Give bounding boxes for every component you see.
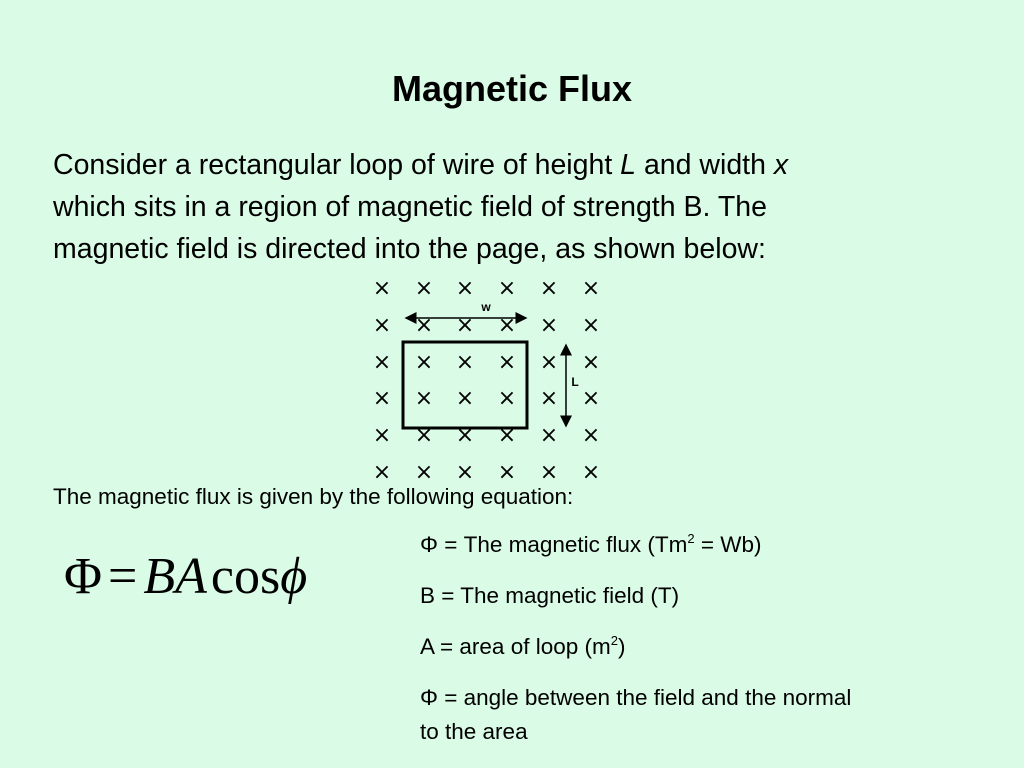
definition-flux (420, 527, 1000, 562)
superscript: 2 (610, 633, 618, 648)
intro-line-1 (53, 144, 953, 186)
definition-text: A = area of loop (m (420, 634, 611, 659)
field-cross: × (414, 276, 434, 301)
slide-title: Magnetic Flux (391, 68, 633, 109)
field-cross: × (539, 313, 559, 338)
field-cross: × (539, 350, 559, 375)
height-label: L (571, 375, 579, 389)
definition-text: ) (617, 634, 626, 659)
definition-text: to the area (420, 719, 528, 744)
width-label: w (481, 300, 491, 314)
field-cross: × (497, 460, 517, 485)
field-cross: × (581, 460, 601, 485)
field-cross: × (455, 313, 475, 338)
definition-angle (420, 680, 1000, 715)
field-cross: × (455, 386, 475, 411)
field-cross: × (414, 423, 434, 448)
definition-text: Φ = The magnetic flux (Tm (420, 532, 688, 557)
field-cross: × (581, 276, 601, 301)
field-cross: × (372, 386, 392, 411)
field-cross: × (455, 350, 475, 375)
superscript: 2 (687, 531, 695, 546)
definition-angle-cont (420, 714, 1000, 749)
field-cross: × (581, 350, 601, 375)
field-cross: × (539, 276, 559, 301)
field-cross: × (497, 276, 517, 301)
field-cross: × (414, 386, 434, 411)
field-cross: × (455, 423, 475, 448)
field-cross: × (581, 386, 601, 411)
field-cross: × (497, 423, 517, 448)
definition-text: B = The magnetic field (T) (420, 583, 680, 608)
formula-equals: = (108, 548, 138, 605)
field-cross: × (497, 386, 517, 411)
field-cross: × (414, 350, 434, 375)
field-cross: × (372, 350, 392, 375)
magnetic-field-diagram (360, 270, 620, 485)
field-cross: × (497, 350, 517, 375)
intro-line-2: which sits in a region of magnetic field of strength B. The (53, 191, 767, 223)
field-cross: × (414, 460, 434, 485)
formula-cos: cos (210, 548, 281, 605)
intro-text: and width (636, 149, 774, 181)
field-cross: × (372, 460, 392, 485)
formula-angle: ϕ (280, 548, 308, 605)
definition-text: Φ = angle between the field and the normal (420, 685, 852, 710)
intro-paragraph (53, 144, 953, 270)
field-cross: × (581, 313, 601, 338)
intro-line-3: magnetic field is directed into the page, as shown below: (53, 233, 766, 265)
definition-text: = Wb) (694, 532, 762, 557)
field-cross: × (581, 423, 601, 448)
formula-phi: Φ (64, 548, 103, 605)
width-variable: x (773, 149, 789, 181)
field-cross: × (539, 386, 559, 411)
field-cross: × (539, 460, 559, 485)
definition-area (420, 629, 1000, 664)
intro-text: Consider a rectangular loop of wire of height (53, 149, 621, 181)
field-cross: × (455, 460, 475, 485)
equation-intro: The magnetic flux is given by the following equation: (53, 484, 574, 509)
field-cross: × (414, 313, 434, 338)
field-cross: × (539, 423, 559, 448)
field-cross: × (372, 276, 392, 301)
field-cross: × (372, 423, 392, 448)
field-cross: × (497, 313, 517, 338)
field-cross: × (455, 276, 475, 301)
definition-field (420, 578, 1000, 613)
formula-a: A (175, 548, 207, 605)
formula-b: B (143, 548, 176, 605)
flux-formula (64, 547, 307, 606)
height-variable: L (620, 149, 637, 181)
field-cross: × (372, 313, 392, 338)
